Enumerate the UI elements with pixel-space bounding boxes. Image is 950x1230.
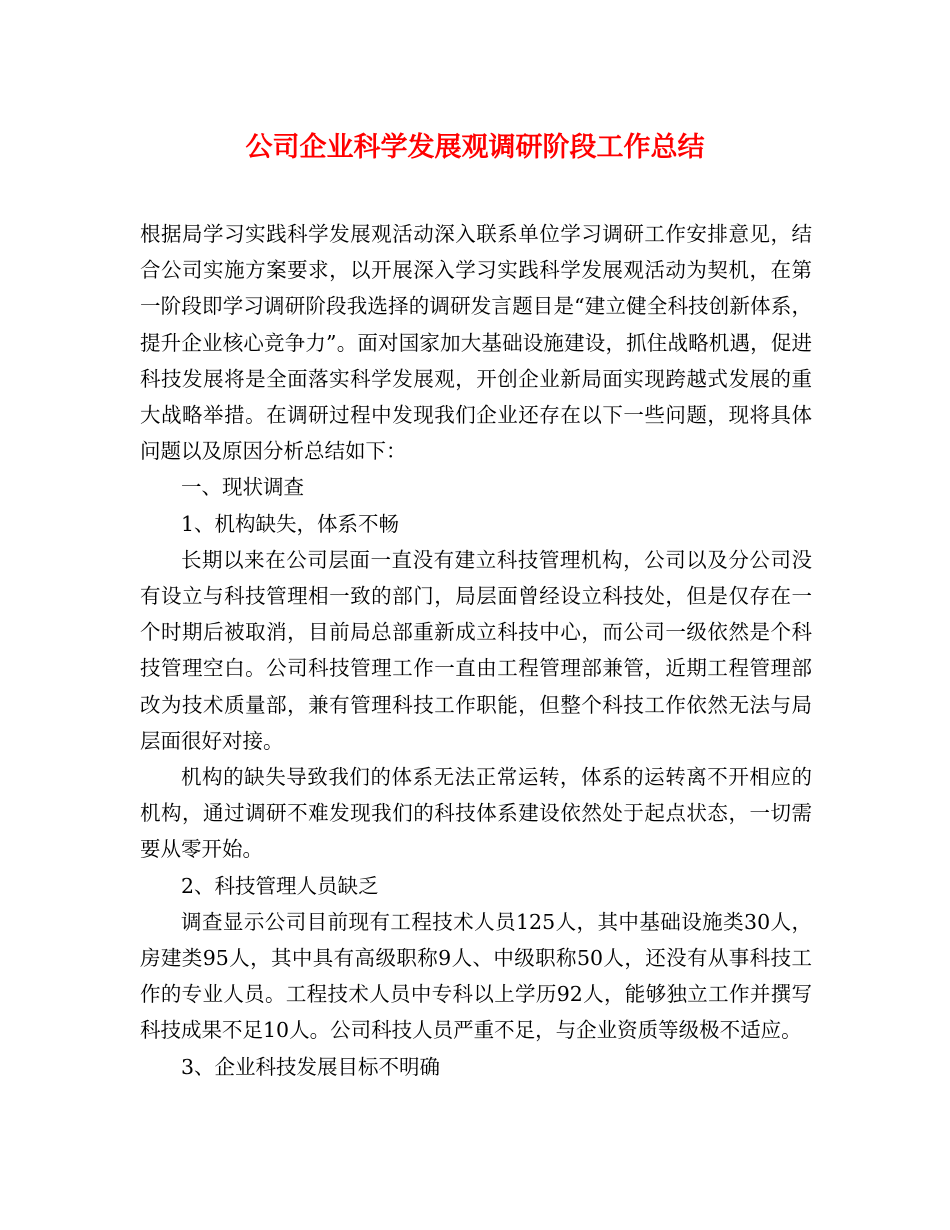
subheading-organization-missing: 1、机构缺失，体系不畅 xyxy=(181,511,400,536)
paragraph-system-impact: 机构的缺失导致我们的体系无法正常运转，体系的运转离不开相应的机构，通过调研不难发现我们的科技体系建设依然处于起点状态，一切需要从零开始。 xyxy=(140,765,812,862)
paragraph-organization-details: 长期以来在公司层面一直没有建立科技管理机构，公司以及分公司没有设立与科技管理相一致的部门，局层面曾经设立科技处，但是仅存在一个时期后被取消，目前局总部重新成立科技中心，而公司一级依然是个科技管理空白。公司科技管理工作一直由工程管理部兼管，近期工程管理部改为技术质量部，兼有管理科技工作职能，但整个科技工作依然无法与局层面很好对接。 xyxy=(140,547,812,753)
intro-paragraph: 根据局学习实践科学发展观活动深入联系单位学习调研工作安排意见，结合公司实施方案要求，以开展深入学习实践科学发展观活动为契机，在第一阶段即学习调研阶段我选择的调研发言题目是“建立健全科技创新体系，提升企业核心竞争力”。面对国家加大基础设施建设，抓住战略机遇，促进科技发展将是全面落实科学发展观，开创企业新局面实现跨越式发展的重大战略举措。在调研过程中发现我们企业还存在以下一些问题，现将具体问题以及原因分析总结如下： xyxy=(140,222,812,464)
subheading-unclear-goals: 3、企业科技发展目标不明确 xyxy=(181,1054,441,1079)
subheading-staff-shortage: 2、科技管理人员缺乏 xyxy=(181,873,379,898)
paragraph-staff-details: 调查显示公司目前现有工程技术人员125人，其中基础设施类30人，房建类95人，其中具有高级职称9人、中级职称50人，还没有从事科技工作的专业人员。工程技术人员中专科以上学历92人，能够独立工作并撰写科技成果不足10人。公司科技人员严重不足，与企业资质等级极不适应。 xyxy=(140,909,812,1043)
document-body xyxy=(140,216,812,1085)
section-heading-status-survey: 一、现状调查 xyxy=(181,475,304,500)
document-title: 公司企业科学发展观调研阶段工作总结 xyxy=(245,132,705,163)
